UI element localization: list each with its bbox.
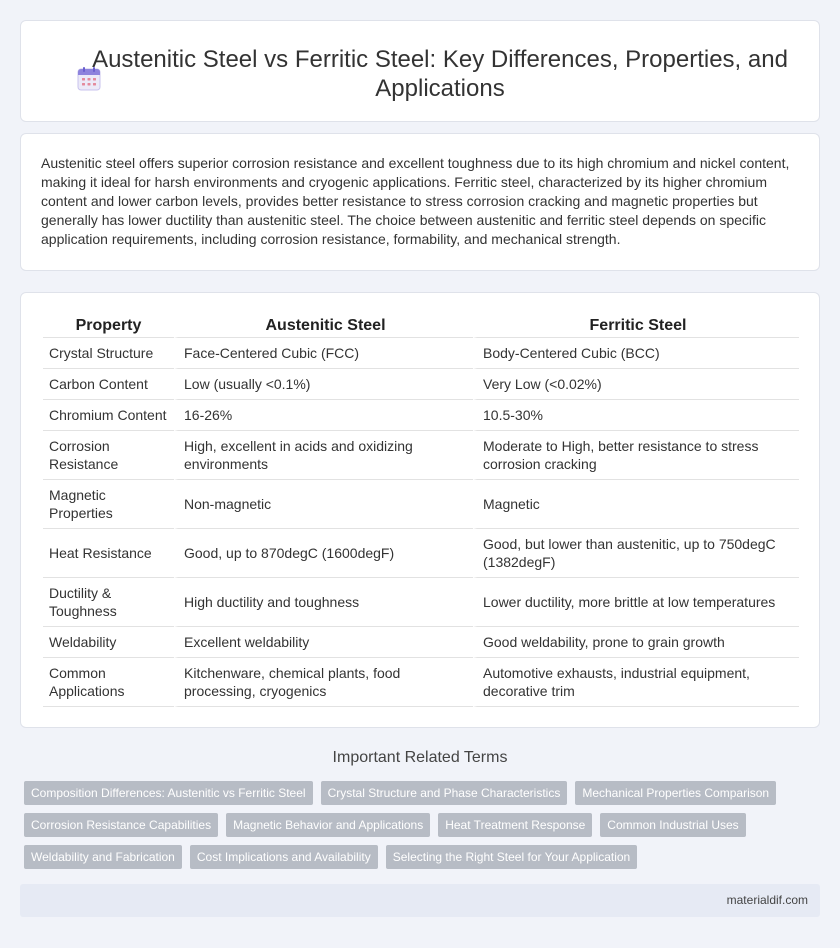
- austenitic-cell: Excellent weldability: [174, 627, 473, 658]
- property-cell: Corrosion Resistance: [43, 431, 174, 480]
- property-cell: Common Applications: [43, 658, 174, 707]
- ferritic-cell: Magnetic: [473, 480, 799, 529]
- comparison-table: [43, 313, 799, 707]
- ferritic-cell: 10.5-30%: [473, 400, 799, 431]
- footer: [20, 884, 820, 917]
- table-row: [43, 400, 799, 431]
- table-row: [43, 431, 799, 480]
- austenitic-cell: Non-magnetic: [174, 480, 473, 529]
- related-terms-list: [24, 781, 824, 877]
- comparison-table-card: [20, 292, 820, 728]
- ferritic-cell: Automotive exhausts, industrial equipment, decorative trim: [473, 658, 799, 707]
- austenitic-cell: High ductility and toughness: [174, 578, 473, 627]
- column-header-ferritic: Ferritic Steel: [473, 313, 799, 338]
- ferritic-cell: Moderate to High, better resistance to stress corrosion cracking: [473, 431, 799, 480]
- related-term-tag[interactable]: Mechanical Properties Comparison: [575, 781, 776, 805]
- austenitic-cell: Good, up to 870degC (1600degF): [174, 529, 473, 578]
- title-card: [20, 20, 820, 122]
- site-name[interactable]: materialdif.com: [726, 893, 808, 907]
- related-term-tag[interactable]: Magnetic Behavior and Applications: [226, 813, 430, 837]
- austenitic-cell: Kitchenware, chemical plants, food processing, cryogenics: [174, 658, 473, 707]
- ferritic-cell: Body-Centered Cubic (BCC): [473, 338, 799, 369]
- related-terms-heading: Important Related Terms: [332, 749, 508, 766]
- table-row: [43, 338, 799, 369]
- property-cell: Heat Resistance: [43, 529, 174, 578]
- table-row: [43, 529, 799, 578]
- austenitic-cell: Face-Centered Cubic (FCC): [174, 338, 473, 369]
- ferritic-cell: Very Low (<0.02%): [473, 369, 799, 400]
- related-term-tag[interactable]: Selecting the Right Steel for Your Application: [386, 845, 638, 869]
- property-cell: Chromium Content: [43, 400, 174, 431]
- table-header-row: [43, 313, 799, 338]
- column-header-austenitic: Austenitic Steel: [174, 313, 473, 338]
- related-term-tag[interactable]: Corrosion Resistance Capabilities: [24, 813, 218, 837]
- property-cell: Weldability: [43, 627, 174, 658]
- intro-paragraph: Austenitic steel offers superior corrosion resistance and excellent toughness due to its high chromium and nickel content, making it ideal for harsh environments and cryogenic applications. Ferritic steel, characterized by its higher chromium content and lower carbon levels, provides better resistance to stress corrosion cracking and magnetic properties but generally has lower ductility than austenitic steel. The choice between austenitic and ferritic steel depends on specific application requirements, including corrosion resistance, formability, and mechanical strength.: [41, 155, 790, 247]
- property-cell: Magnetic Properties: [43, 480, 174, 529]
- column-header-property: Property: [43, 313, 174, 338]
- property-cell: Carbon Content: [43, 369, 174, 400]
- related-term-tag[interactable]: Heat Treatment Response: [438, 813, 592, 837]
- ferritic-cell: Good, but lower than austenitic, up to 750degC (1382degF): [473, 529, 799, 578]
- austenitic-cell: High, excellent in acids and oxidizing environments: [174, 431, 473, 480]
- table-row: [43, 578, 799, 627]
- related-term-tag[interactable]: Weldability and Fabrication: [24, 845, 182, 869]
- page-title: Austenitic Steel vs Ferritic Steel: Key Differences, Properties, and Applications: [92, 46, 788, 102]
- related-term-tag[interactable]: Composition Differences: Austenitic vs Ferritic Steel: [24, 781, 313, 805]
- related-term-tag[interactable]: Crystal Structure and Phase Characteristics: [321, 781, 568, 805]
- table-row: [43, 480, 799, 529]
- table-row: [43, 627, 799, 658]
- austenitic-cell: 16-26%: [174, 400, 473, 431]
- ferritic-cell: Good weldability, prone to grain growth: [473, 627, 799, 658]
- table-row: [43, 369, 799, 400]
- ferritic-cell: Lower ductility, more brittle at low temperatures: [473, 578, 799, 627]
- table-row: [43, 658, 799, 707]
- intro-card: [20, 133, 820, 271]
- related-term-tag[interactable]: Common Industrial Uses: [600, 813, 745, 837]
- related-term-tag[interactable]: Cost Implications and Availability: [190, 845, 378, 869]
- property-cell: Ductility & Toughness: [43, 578, 174, 627]
- austenitic-cell: Low (usually <0.1%): [174, 369, 473, 400]
- property-cell: Crystal Structure: [43, 338, 174, 369]
